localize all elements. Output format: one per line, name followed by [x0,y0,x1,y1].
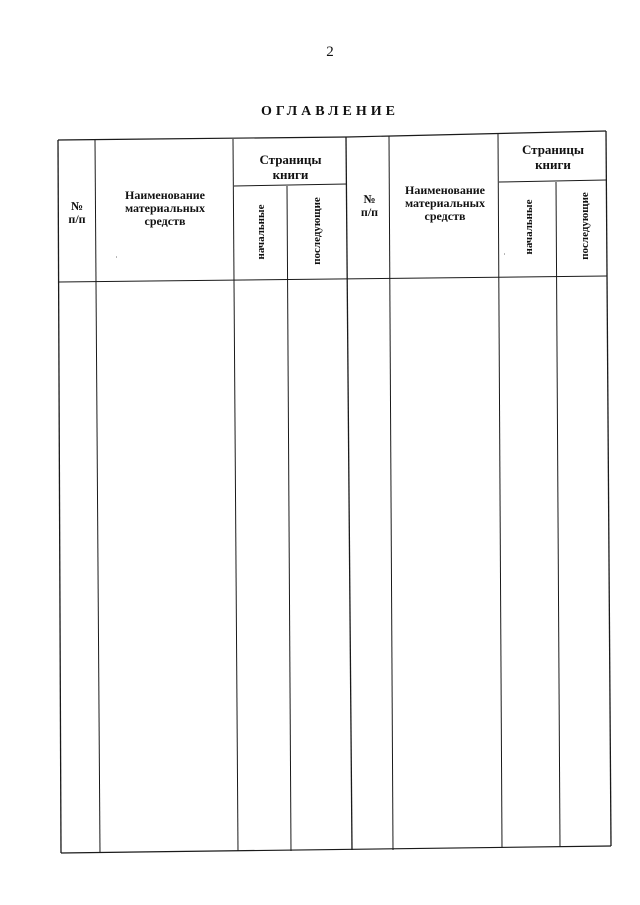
name-column-header-right: Наименование материальных средств [404,183,486,223]
number-column-header-right: № п/п [360,192,379,219]
pages-column-header-left: Страницы книги [259,152,322,182]
number-column-header-left: № п/п [68,199,86,226]
document-title: ОГЛАВЛЕНИЕ [261,104,399,119]
pages-column-header-right: Страницы книги [521,142,585,172]
name-column-header-left: Наименование материальных средств [124,188,206,228]
start-page-header-left: начальные [255,204,267,260]
following-pages-header-right: последующие [579,192,591,260]
scan-mark: ˙ [503,252,506,262]
following-pages-header-left: последующие [311,197,323,265]
page-number: 2 [326,44,334,60]
start-page-header-right: начальные [523,199,535,255]
scan-mark: ˙ [115,255,118,265]
